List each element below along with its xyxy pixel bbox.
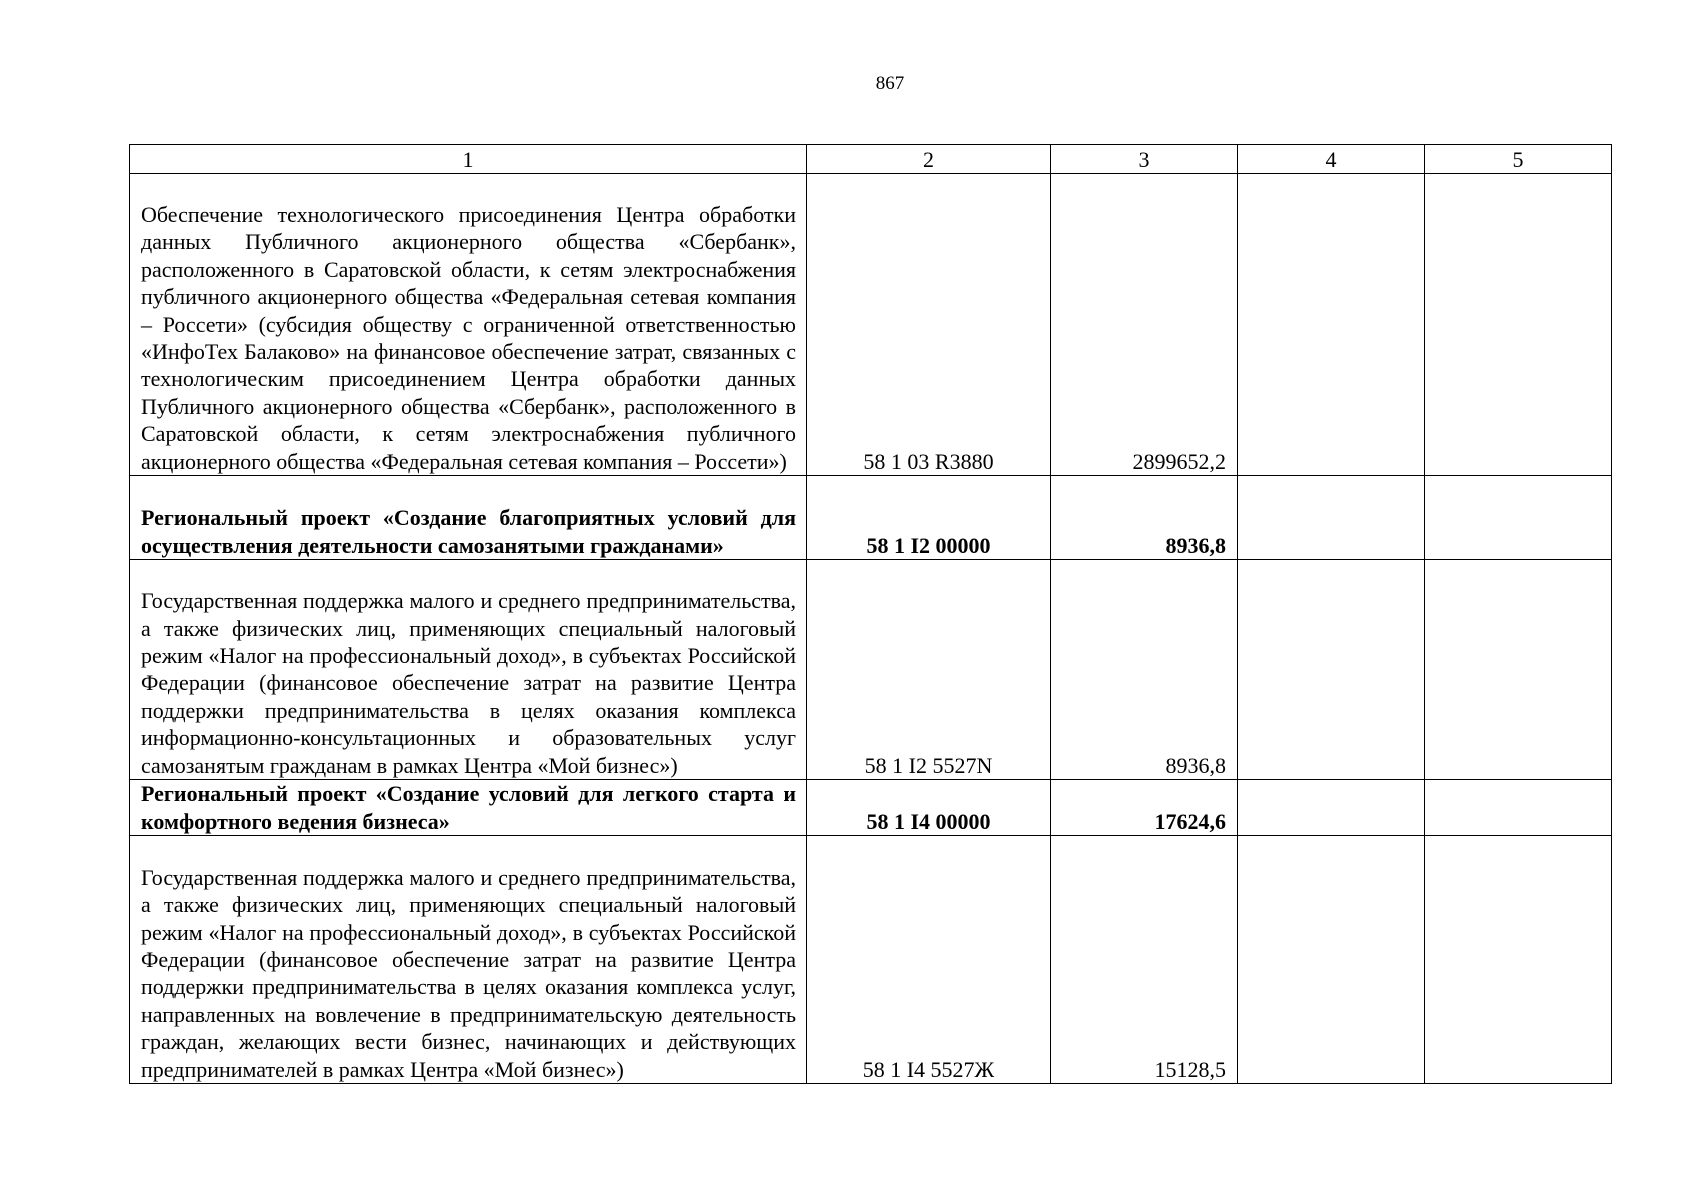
row-col5 xyxy=(1425,780,1612,836)
table-row xyxy=(130,560,1612,780)
column-header-5: 5 xyxy=(1425,145,1612,174)
row-col4 xyxy=(1238,836,1425,1084)
row-col5 xyxy=(1425,476,1612,560)
row-amount: 17624,6 xyxy=(1051,780,1238,836)
row-code: 58 1 I2 00000 xyxy=(807,476,1051,560)
row-name: Обеспечение технологического присоединения Центра обработки данных Публичного акционерного общества «Сбербанк», расположенного в Саратовской области, к сетям электроснабжения публичного акционерного общества «Федеральная сетевая компания – Россети» (субсидия обществу с ограниченной ответственностью «ИнфоТех Балаково» на финансовое обеспечение затрат, связанных с технологическим присоединением Центра обработки данных Публичного акционерного общества «Сбербанк», расположенного в Саратовской области, к сетям электроснабжения публичного акционерного общества «Федеральная сетевая компания – Россети») xyxy=(130,174,807,476)
row-amount: 15128,5 xyxy=(1051,836,1238,1084)
row-col5 xyxy=(1425,836,1612,1084)
row-col4 xyxy=(1238,476,1425,560)
budget-table xyxy=(129,144,1612,1084)
table-row xyxy=(130,836,1612,1084)
column-header-1: 1 xyxy=(130,145,807,174)
row-amount: 2899652,2 xyxy=(1051,174,1238,476)
table-row xyxy=(130,476,1612,560)
row-name: Государственная поддержка малого и среднего предпринимательства, а также физических лиц, применяющих специальный налоговый режим «Налог на профессиональный доход», в субъектах Российской Федерации (финансовое обеспечение затрат на развитие Центра поддержки предпринимательства в целях оказания комплекса информационно-консультационных и образовательных услуг самозанятым гражданам в рамках Центра «Мой бизнес») xyxy=(130,560,807,780)
row-code: 58 1 I4 5527Ж xyxy=(807,836,1051,1084)
page-number: 867 xyxy=(875,73,905,94)
row-amount: 8936,8 xyxy=(1051,560,1238,780)
row-amount: 8936,8 xyxy=(1051,476,1238,560)
row-name: Региональный проект «Создание условий для легкого старта и комфортного ведения бизнеса» xyxy=(130,780,807,836)
table-row xyxy=(130,780,1612,836)
column-header-2: 2 xyxy=(807,145,1051,174)
row-code: 58 1 I4 00000 xyxy=(807,780,1051,836)
row-col5 xyxy=(1425,560,1612,780)
row-code: 58 1 03 R3880 xyxy=(807,174,1051,476)
row-code: 58 1 I2 5527N xyxy=(807,560,1051,780)
row-col5 xyxy=(1425,174,1612,476)
row-col4 xyxy=(1238,560,1425,780)
row-col4 xyxy=(1238,780,1425,836)
row-name: Региональный проект «Создание благоприятных условий для осуществления деятельности самозанятыми гражданами» xyxy=(130,476,807,560)
row-col4 xyxy=(1238,174,1425,476)
table-header-row xyxy=(130,145,1612,174)
column-header-3: 3 xyxy=(1051,145,1238,174)
row-name: Государственная поддержка малого и среднего предпринимательства, а также физических лиц, применяющих специальный налоговый режим «Налог на профессиональный доход», в субъектах Российской Федерации (финансовое обеспечение затрат на развитие Центра поддержки предпринимательства в целях оказания комплекса услуг, направленных на вовлечение в предпринимательскую деятельность граждан, желающих вести бизнес, начинающих и действующих предпринимателей в рамках Центра «Мой бизнес») xyxy=(130,836,807,1084)
column-header-4: 4 xyxy=(1238,145,1425,174)
table-row xyxy=(130,174,1612,476)
